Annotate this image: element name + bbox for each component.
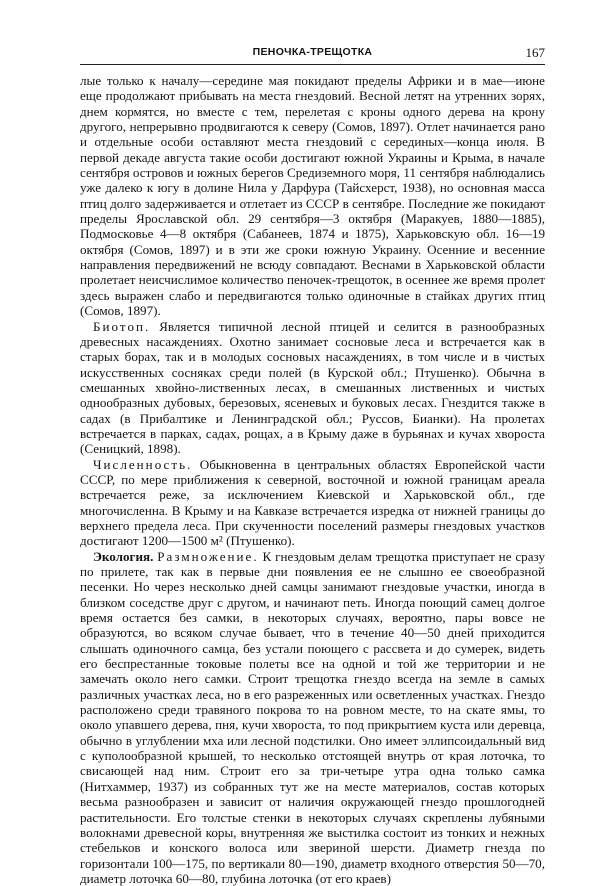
paragraph-breeding	[80, 549, 545, 886]
paragraph-abundance	[80, 457, 545, 549]
body-text	[80, 73, 545, 886]
abundance-text: Обыкновенна в центральных областях Европейской части СССР, по мере приближения к северной, восточной и южной границам ареала встречается реже, за исключением Киевской и Харьковской обл., где многочисленна. В Крыму и на Кавказе встречается изредка от нижней границы до верхнего предела леса. При скученности поселений размеры гнездовых участков достигают 1200—1500 м² (Птушенко).	[80, 456, 545, 549]
running-head: ПЕНОЧКА-ТРЕЩОТКА	[252, 46, 373, 58]
section-label-biotope: Биотоп.	[93, 318, 151, 334]
breeding-text: К гнездовым делам трещотка приступает не сразу по прилете, так как в первые дни появления ее не слышно ее своеобразной песенки. Но через несколько дней самцы занимают гнездовые участки, иногда в близком соседстве друг с другом, и начинают петь. Иногда поющий самец долгое время остается без самки, в некоторых случаях, вероятно, пары вовсе не образуются, во всяком случае бывает, что в течение 40—50 дней приходится слышать одиночного самца, без устали поющего с рассвета и до сумерек, видеть его беспрестанные токовые полеты все на одной и той же территории и не замечать около него самки. Строит трещотка гнездо всегда на земле в самых различных участках леса, но в его разреженных или осветленных участках. Гнездо расположено среди травяного покрова то на ровном месте, то на скате ямы, то около упавшего дерева, пня, кучи хвороста, то под прикрытием куста или деревца, обычно в углублении мха или лесной подстилки. Оно имеет эллипсоидальный вид с куполообразной крышей, то несколько отстоящей внутрь от края лоточка, то свисающей над ним. Строит его за три-четыре утра одна только самка (Нитхаммер, 1937) из собранных тут же на месте материалов, состав которых весьма разнообразен и зависит от наличия окружающей гнездо прошлогодней растительности. Его толстые стенки в некоторых случаях скреплены лубяными волокнами древесной коры, внутренняя же выстилка состоит из тонких и нежных стебельков и конского волоса или звериной шерсти. Диаметр гнезда по горизонтали 100—175, по вертикали 80—190, диаметр входного отверстия 50—70, диаметр лоточка 60—80, глубина лоточка (от его краев)	[80, 548, 545, 886]
page-number: 167	[525, 45, 545, 60]
paragraph-biotope	[80, 319, 545, 457]
section-label-breeding: Размножение.	[157, 548, 259, 564]
section-label-ecology: Экология.	[93, 548, 154, 564]
section-label-abundance: Численность.	[93, 456, 193, 472]
page-header	[80, 44, 545, 65]
biotope-text: Является типичной лесной птицей и селится в разнообразных древесных насаждениях. Охотно занимает сосновые леса и встречается как в старых борах, так и в молодых сосновых насаждениях, в том числе и в чистых искусственных сосняках среди полей (в Курской обл.; Птушенко). Обычна в смешанных хвойно-лиственных лесах, в смешанных лиственных и чистых однообразных дубовых, березовых, ясеневых и буковых лесах. Гнездится также в садах (в Прибалтике и Ленинградской обл.; Руссов, Бианки). На пролетах встречается в парках, садах, рощах, а в Крыму даже в бурьянах и кучах хвороста (Сеницкий, 1898).	[80, 318, 545, 457]
paragraph-migration: лые только к началу—середине мая покидают пределы Африки и в мае—июне еще продолжают прибывать на места гнездовий. Весной летят на утренних зорях, днем кормятся, но вместе с тем, перелетая с кроны одного дерева на крону другого, непрерывно продвигаются к северу (Сомов, 1897). Отлет начинается рано и отдельные особи оставляют места гнездовий с серединых—конца июля. В первой декаде августа такие особи достигают южной Украины и Крыма, в начале сентября островов и южных берегов Средиземного моря, 11 сентября наблюдались уже далеко к югу в долине Нила у Дарфура (Тайсхерст, 1938), но основная масса птиц долго задерживается и отлетает из СССР в сентябре. Последние же покидают пределы Ярославской обл. 29 сентября—3 октября (Маракуев, 1880—1885), Подмосковье 4—8 октября (Сабанеев, 1874 и 1875), Харьковскую обл. 16—19 октября (Сомов, 1897) и в эти же сроки южную Украину. Осенние и весенние направления передвижений не всюду совпадают. Веснами в Харьковской области пролетает неисчислимое количество пеночек-трещоток, в осеннее же время пролет здесь выражен слабо и передвигаются только одиночные в стайках других птиц (Сомов, 1897).	[80, 73, 545, 319]
